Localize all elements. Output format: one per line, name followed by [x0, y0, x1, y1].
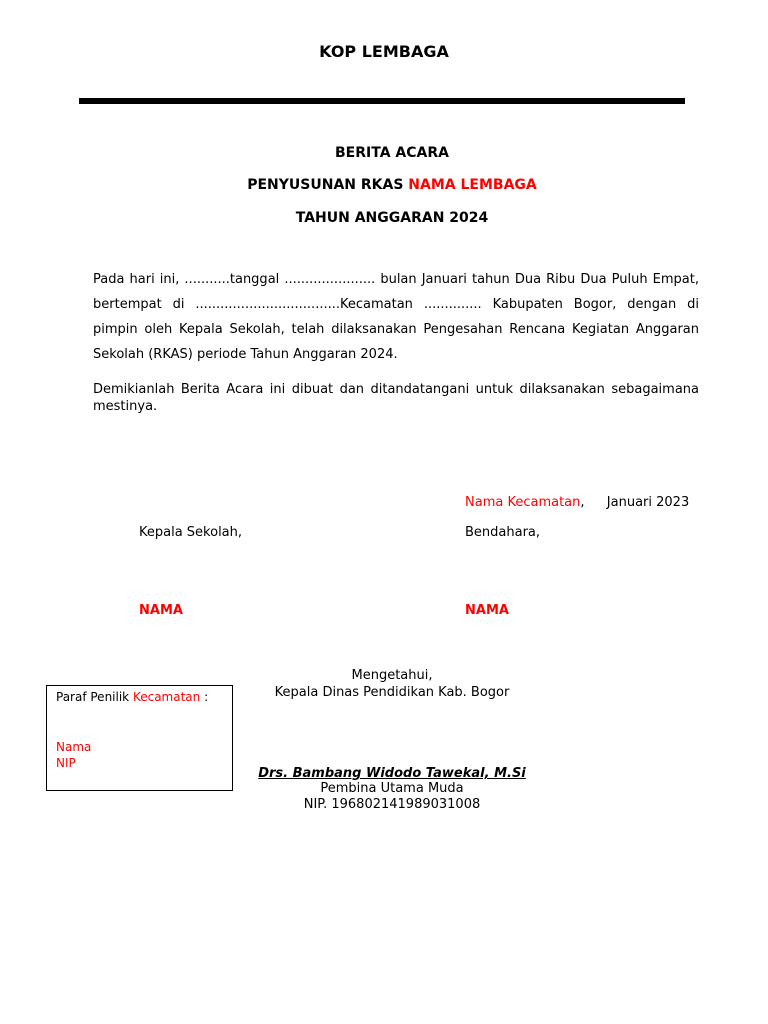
- body-paragraph-1: Pada hari ini, ...........tanggal ...................... bulan Januari tahun Dua Ribu Dua Puluh Empat, bertempat di ...................................Kecamatan .............. Kabupaten Bogor, dengan di pimpin oleh Kepala Sekolah, telah dilaksanakan Pengesahan Rencana Kegiatan Anggaran Sekolah (RKAS) periode Tahun Anggaran 2024.: [93, 272, 699, 362]
- approval-mengetahui: Mengetahui,: [351, 668, 433, 683]
- left-signatory-name: NAMA: [139, 603, 183, 618]
- left-signatory-role: Kepala Sekolah,: [139, 525, 243, 540]
- right-signatory-role: Bendahara,: [465, 525, 541, 540]
- paraf-label-highlight: Kecamatan: [132, 690, 201, 704]
- paraf-label-prefix: Paraf Penilik: [56, 690, 130, 704]
- approval-official-name: Drs. Bambang Widodo Tawekal, M.Si: [258, 766, 526, 781]
- document-year: TAHUN ANGGARAN 2024: [295, 210, 489, 226]
- document-subtitle: [0, 177, 768, 193]
- paraf-label-suffix: :: [204, 690, 209, 704]
- subtitle-prefix: PENYUSUNAN RKAS: [247, 177, 404, 193]
- approval-position: Kepala Dinas Pendidikan Kab. Bogor: [274, 685, 510, 700]
- body-paragraph-2: Demikianlah Berita Acara ini dibuat dan ditandatangani untuk dilaksanakan sebagaimana mestinya.: [93, 382, 699, 414]
- letterhead-title: KOP LEMBAGA: [319, 42, 449, 61]
- paraf-name: Nama: [56, 740, 92, 754]
- right-signatory-name: NAMA: [465, 603, 509, 618]
- date-place: Nama Kecamatan: [465, 495, 581, 510]
- subtitle-highlight: NAMA LEMBAGA: [408, 177, 537, 193]
- approval-official-rank: Pembina Utama Muda: [320, 781, 464, 796]
- paraf-nip: NIP: [56, 756, 76, 770]
- date-separator: ,: [580, 495, 585, 510]
- paraf-box-label: [56, 690, 208, 704]
- letterhead-divider: [79, 98, 685, 104]
- date-value: Januari 2023: [606, 495, 690, 510]
- document-title: BERITA ACARA: [335, 145, 449, 161]
- date-line: [465, 495, 689, 510]
- approval-official-nip: NIP. 196802141989031008: [303, 797, 481, 812]
